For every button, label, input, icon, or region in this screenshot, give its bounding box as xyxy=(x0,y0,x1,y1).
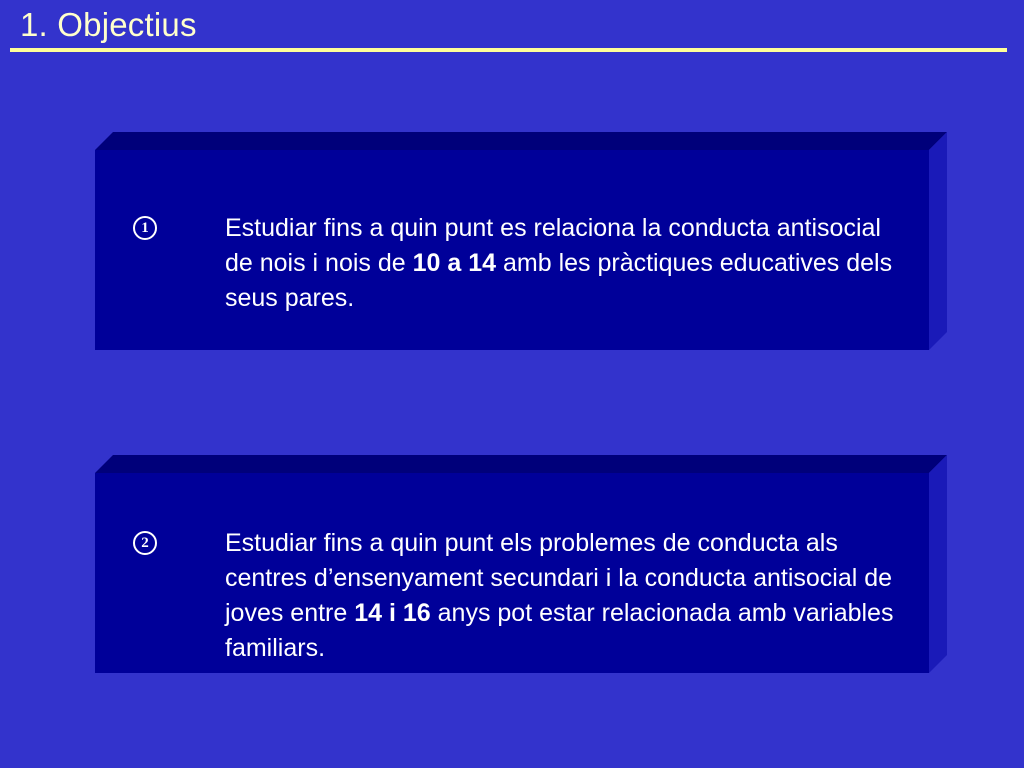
objective-box-1 xyxy=(95,132,947,352)
number-1-icon: 1 xyxy=(133,216,157,240)
number-2-icon: 2 xyxy=(133,531,157,555)
objective-box-2 xyxy=(95,455,947,675)
title-underline xyxy=(10,48,1007,52)
objective-text-1: Estudiar fins a quin punt es relaciona la conducta antisocial de nois i nois de 10 a 14 amb les pràctiques educatives dels seus pares. xyxy=(225,214,893,312)
objective-text-2: Estudiar fins a quin punt els problemes de conducta als centres d’ensenyament secundari i la conducta antisocial de joves entre 14 i 16 anys pot estar relacionada amb variables familiars. xyxy=(225,529,894,662)
page-title: 1. Objectius xyxy=(20,6,197,43)
